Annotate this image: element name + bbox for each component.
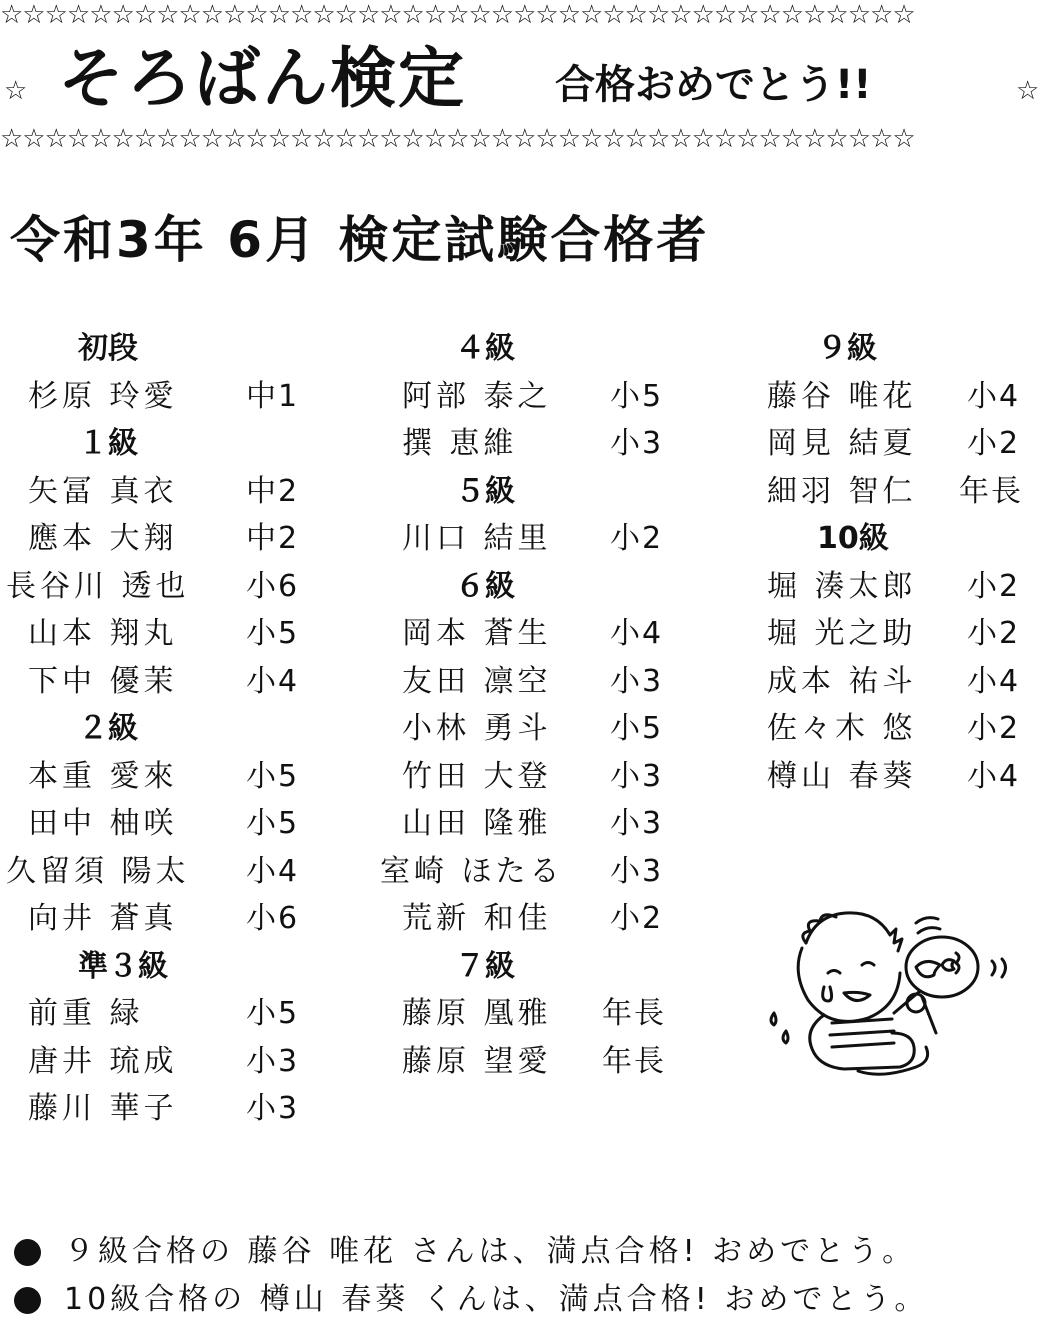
- list-item: [762, 753, 1049, 801]
- list-item: [380, 848, 720, 896]
- passer-name: 久留須 陽太: [6, 853, 190, 889]
- grade-label: ６級: [455, 568, 515, 604]
- passer-name: 藤原 凰雅: [402, 996, 552, 1031]
- school-grade: 小3: [610, 853, 664, 889]
- star-border-bottom: ☆☆☆☆☆☆☆☆☆☆☆☆☆☆☆☆☆☆☆☆☆☆☆☆☆☆☆☆☆☆☆☆☆☆☆☆☆☆☆☆☆: [0, 124, 915, 154]
- notes-section: [14, 1228, 1044, 1324]
- passer-name: 藤川 華子: [28, 1091, 178, 1126]
- passer-name: 長谷川 透也: [6, 568, 190, 604]
- school-grade: 小2: [967, 426, 1021, 461]
- list-item: [8, 658, 348, 706]
- school-grade: 年長: [602, 996, 666, 1031]
- list-item: [8, 753, 348, 801]
- school-grade: 小2: [610, 521, 664, 556]
- passer-name: 應本 大翔: [28, 521, 178, 556]
- passer-name: 樽山 春葵: [767, 758, 917, 794]
- school-grade: 小6: [246, 901, 300, 936]
- grade-heading: [380, 563, 720, 611]
- passer-name: 藤谷 唯花: [767, 378, 917, 414]
- list-item: [8, 895, 348, 943]
- grade-heading: [8, 943, 348, 991]
- results-column-1: [8, 325, 348, 1133]
- star-icon-right: ☆: [1016, 76, 1040, 106]
- list-item: [8, 1038, 348, 1086]
- list-item: [8, 800, 348, 848]
- school-grade: 年長: [602, 1043, 666, 1079]
- star-icon-left: ☆: [4, 76, 28, 106]
- bullet-icon: [14, 1287, 41, 1314]
- school-grade: 小4: [610, 616, 664, 651]
- passer-name: 藤原 望愛: [402, 1043, 552, 1079]
- grade-label: ９級: [817, 331, 877, 366]
- passer-name: 本重 愛來: [28, 758, 178, 794]
- school-grade: 小5: [246, 616, 300, 651]
- passer-name: 佐々木 悠: [767, 711, 917, 746]
- grade-label: ７級: [455, 948, 515, 984]
- banner-congrats: 合格おめでとう!!: [555, 62, 872, 108]
- passer-name: 前重 緑: [28, 996, 144, 1031]
- grade-heading: [380, 468, 720, 516]
- list-item: [380, 515, 720, 563]
- passer-name: 田中 柚咲: [28, 806, 178, 841]
- grade-heading: [380, 325, 720, 373]
- school-grade: 小3: [246, 1043, 300, 1079]
- passer-name: 室崎 ほたる: [380, 853, 564, 889]
- note-item: [14, 1228, 1044, 1276]
- school-grade: 中2: [246, 473, 300, 509]
- results-column-3: [762, 325, 1049, 800]
- star-border-top: ☆☆☆☆☆☆☆☆☆☆☆☆☆☆☆☆☆☆☆☆☆☆☆☆☆☆☆☆☆☆☆☆☆☆☆☆☆☆☆☆☆: [0, 0, 915, 30]
- list-item: [380, 658, 720, 706]
- grade-heading: [380, 943, 720, 991]
- school-grade: 小2: [967, 616, 1021, 651]
- list-item: [380, 990, 720, 1038]
- passer-name: 小林 勇斗: [402, 711, 552, 746]
- grade-label: 準３級: [78, 948, 168, 984]
- school-grade: 小2: [610, 901, 664, 936]
- grade-label: ４級: [455, 331, 515, 366]
- banner-title: そろばん検定: [58, 40, 466, 117]
- grade-heading: [762, 515, 1049, 563]
- passer-name: 矢冨 真衣: [28, 473, 178, 509]
- passer-name: 細羽 智仁: [767, 473, 917, 509]
- passer-name: 竹田 大登: [402, 758, 552, 794]
- list-item: [8, 563, 348, 611]
- passer-name: 荒新 和佳: [402, 901, 552, 936]
- list-item: [762, 705, 1049, 753]
- passer-name: 撰 恵維: [402, 426, 518, 461]
- school-grade: 小4: [246, 663, 300, 699]
- school-grade: 小5: [246, 806, 300, 841]
- school-grade: 小5: [610, 378, 664, 414]
- list-item: [380, 753, 720, 801]
- school-grade: 小4: [246, 853, 300, 889]
- list-item: [762, 420, 1049, 468]
- passer-name: 堀 光之助: [767, 616, 917, 651]
- school-grade: 中2: [246, 521, 300, 556]
- school-grade: 小4: [967, 663, 1021, 699]
- school-grade: 小3: [610, 663, 664, 699]
- list-item: [8, 610, 348, 658]
- list-item: [380, 800, 720, 848]
- list-item: [380, 610, 720, 658]
- school-grade: 小3: [610, 806, 664, 841]
- passer-name: 友田 凛空: [402, 663, 552, 699]
- list-item: [762, 610, 1049, 658]
- grade-label: 初段: [78, 331, 138, 366]
- list-item: [380, 895, 720, 943]
- passer-name: 杉原 玲愛: [28, 378, 178, 414]
- school-grade: 小3: [246, 1091, 300, 1126]
- note-text: ９級合格の 藤谷 唯花 さんは、満点合格! おめでとう。: [64, 1234, 917, 1269]
- grade-heading: [8, 420, 348, 468]
- passer-name: 堀 湊太郎: [767, 568, 917, 604]
- list-item: [380, 373, 720, 421]
- passer-name: 山田 隆雅: [402, 806, 552, 841]
- passer-name: 向井 蒼真: [28, 901, 178, 936]
- list-item: [762, 658, 1049, 706]
- school-grade: 小2: [967, 568, 1021, 604]
- school-grade: 小3: [610, 426, 664, 461]
- list-item: [8, 990, 348, 1038]
- school-grade: 小5: [610, 711, 664, 746]
- grade-label: １級: [78, 426, 138, 461]
- list-item: [8, 1085, 348, 1133]
- list-item: [762, 373, 1049, 421]
- list-item: [380, 705, 720, 753]
- passer-name: 阿部 泰之: [402, 378, 552, 414]
- school-grade: 中1: [246, 378, 300, 414]
- list-item: [762, 563, 1049, 611]
- note-item: [14, 1276, 1044, 1324]
- passer-name: 成本 祐斗: [767, 663, 917, 699]
- school-grade: 小4: [967, 378, 1021, 414]
- bullet-icon: [14, 1239, 41, 1266]
- passer-name: 川口 結里: [402, 521, 552, 556]
- school-grade: 年長: [959, 473, 1023, 509]
- passer-name: 岡見 結夏: [767, 426, 917, 461]
- list-item: [8, 468, 348, 516]
- passer-name: 山本 翔丸: [28, 616, 178, 651]
- list-item: [8, 848, 348, 896]
- grade-heading: [8, 705, 348, 753]
- grade-label: 10級: [817, 521, 889, 556]
- passer-name: 岡本 蒼生: [402, 616, 552, 651]
- school-grade: 小2: [967, 711, 1021, 746]
- child-with-fan-illustration: [766, 903, 1011, 1088]
- results-column-2: [380, 325, 720, 1085]
- list-item: [380, 1038, 720, 1086]
- note-text: 10級合格の 樽山 春葵 くんは、満点合格! おめでとう。: [64, 1282, 929, 1317]
- list-item: [8, 373, 348, 421]
- school-grade: 小3: [610, 758, 664, 794]
- page-title: 令和3年 6月 検定試験合格者: [10, 211, 710, 269]
- list-item: [380, 420, 720, 468]
- grade-heading: [8, 325, 348, 373]
- passer-name: 唐井 琉成: [28, 1043, 178, 1079]
- grade-heading: [762, 325, 1049, 373]
- school-grade: 小5: [246, 996, 300, 1031]
- grade-label: ５級: [455, 473, 515, 509]
- school-grade: 小4: [967, 758, 1021, 794]
- list-item: [762, 468, 1049, 516]
- grade-label: ２級: [78, 711, 138, 746]
- school-grade: 小6: [246, 568, 300, 604]
- school-grade: 小5: [246, 758, 300, 794]
- list-item: [8, 515, 348, 563]
- passer-name: 下中 優茉: [28, 663, 178, 699]
